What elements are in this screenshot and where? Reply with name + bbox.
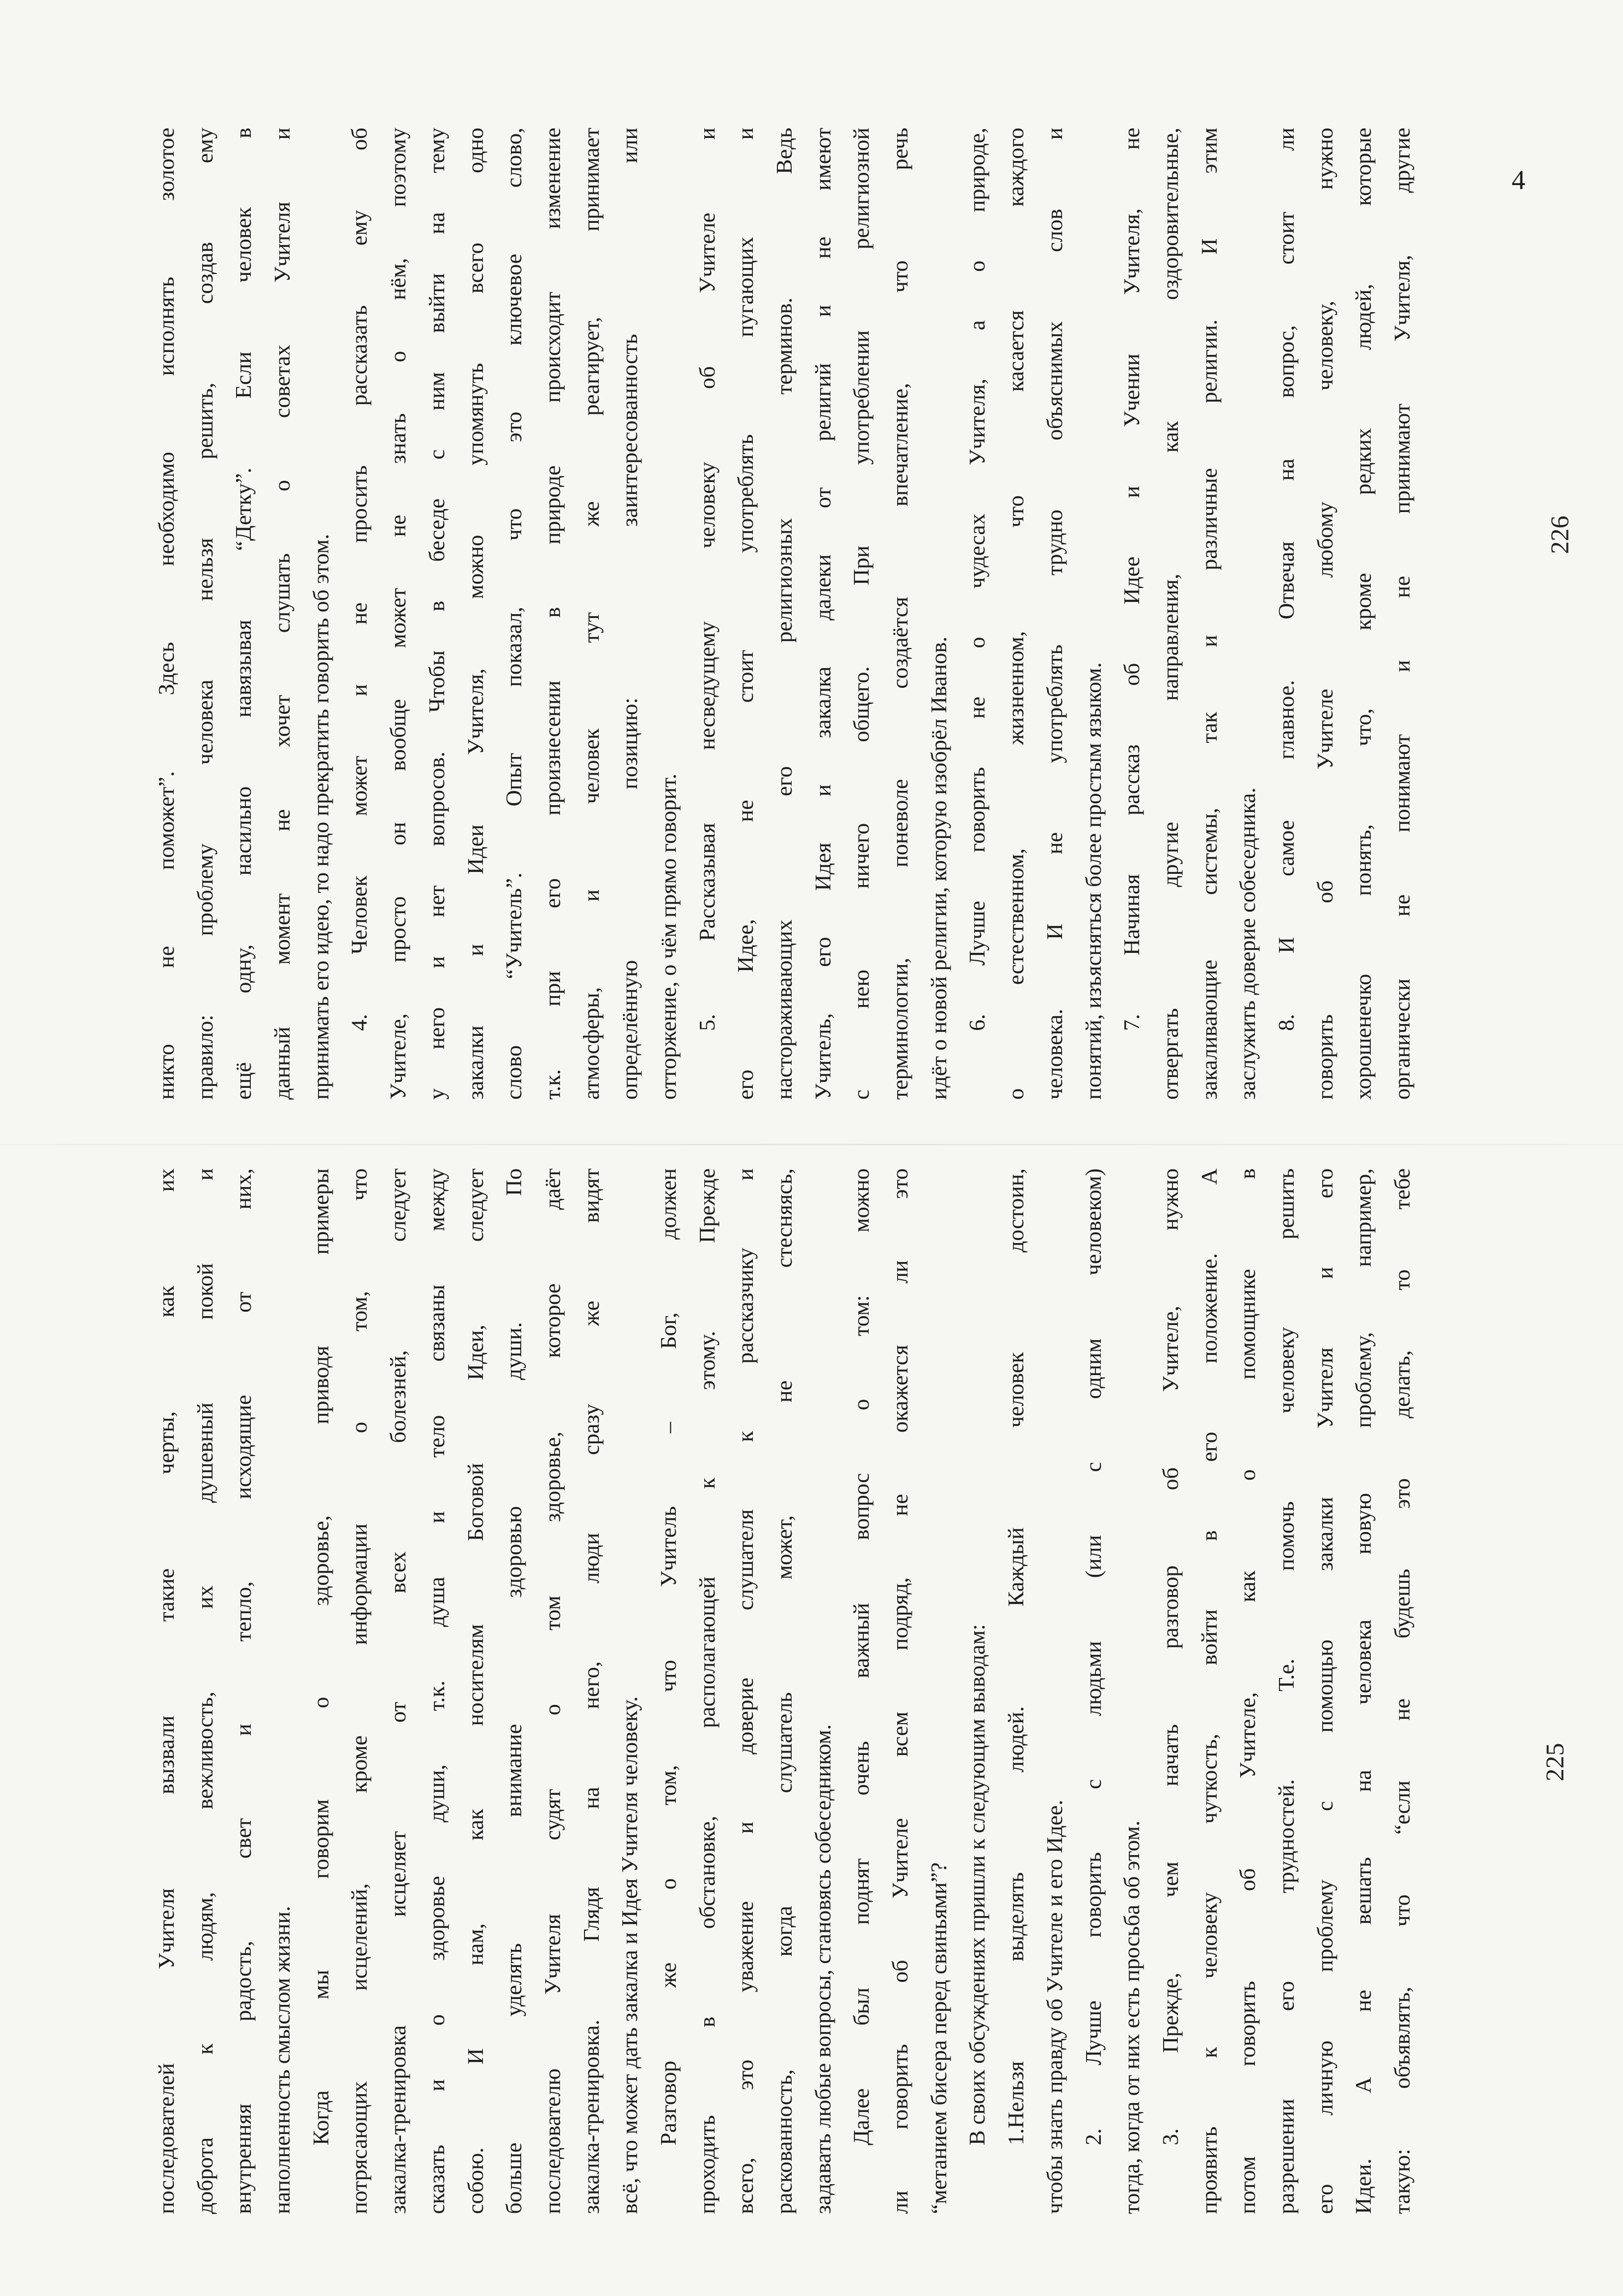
- text-line: его личную проблему с помощью закалки Учителя и его: [1312, 1168, 1337, 2214]
- text-line: ещё одну, насильно навязывая “Детку”. Если человек в: [231, 128, 256, 1100]
- text-line: больше уделять внимание здоровью души. По: [501, 1168, 527, 2214]
- text-line: данный момент не хочет слушать о советах Учителя и: [269, 128, 295, 1100]
- text-line: его Идее, не стоит употреблять пугающих и: [733, 128, 758, 1100]
- sheet-number: 4: [1512, 165, 1525, 195]
- text-line: закалка-тренировка исцеляет от всех болезней, следует: [385, 1168, 411, 2214]
- text-line: принимать его идею, то надо прекратить говорить об этом.: [308, 534, 333, 1100]
- text-line: у него и нет вопросов. Чтобы в беседе с ним выйти на тему: [424, 128, 449, 1100]
- text-line: отторжение, о чём прямо говорит.: [655, 773, 681, 1100]
- text-line: разрешении его трудностей. Т.е. помочь человеку решить: [1273, 1168, 1299, 2214]
- text-line: такую: объявлять, что “если не будешь это делать, то тебе: [1389, 1168, 1414, 2214]
- text-line: чтобы знать правду об Учителе и его Идее.: [1041, 1800, 1067, 2214]
- text-line: Когда мы говорим о здоровье, приводя примеры: [308, 1168, 333, 2145]
- page-fold: [0, 1144, 1623, 1145]
- page-226: [147, 128, 1414, 1100]
- text-line: ли говорить об Учителе всем подряд, не окажется ли это: [887, 1168, 913, 2214]
- text-line: последователю Учителя судят о том здоровье, которое даёт: [539, 1168, 565, 2214]
- text-line: Учителе, просто он вообще может не знать о нём, поэтому: [385, 128, 411, 1100]
- page-225: [147, 1168, 1414, 2214]
- text-line: настораживающих его религиозных терминов. Ведь: [772, 128, 797, 1100]
- text-line: всего, это уважение и доверие слушателя к рассказчику и: [733, 1168, 758, 2214]
- text-line: 8. И самое главное. Отвечая на вопрос, стоит ли: [1273, 128, 1299, 1031]
- text-line: собою. И нам, как носителям Боговой Идеи, следует: [462, 1168, 488, 2214]
- text-line: с нею ничего общего. При употреблении религиозной: [849, 128, 874, 1100]
- text-line: слово “Учитель”. Опыт показал, что это ключевое слово,: [501, 128, 527, 1100]
- text-line: потом говорить об Учителе, как о помощнике в: [1235, 1168, 1260, 2214]
- text-line: наполненность смыслом жизни.: [269, 1906, 295, 2214]
- text-line: задавать любые вопросы, становясь собеседником.: [810, 1724, 835, 2214]
- text-line: 5. Рассказывая несведущему человеку об Учителе и: [694, 128, 719, 1031]
- text-line: потрясающих исцелений, кроме информации о том, что: [346, 1168, 372, 2214]
- text-line: 3. Прежде, чем начать разговор об Учителе, нужно: [1157, 1168, 1183, 2145]
- text-line: проходить в обстановке, располагающей к этому. Прежде: [694, 1168, 719, 2214]
- text-line: сказать и о здоровье души, т.к. душа и тело связаны между: [424, 1168, 449, 2214]
- text-line: раскованность, когда слушатель может, не стесняясь,: [772, 1168, 797, 2214]
- text-line: Разговор же о том, что Учитель – Бог, должен: [655, 1168, 681, 2145]
- text-line: проявить к человеку чуткость, войти в его положение. А: [1196, 1168, 1222, 2214]
- text-line: атмосферы, и человек тут же реагирует, принимает: [578, 128, 604, 1100]
- text-line: В своих обсуждениях пришли к следующим выводам:: [964, 1624, 990, 2145]
- text-line: всё, что может дать закалка и Идея Учителя человеку.: [617, 1696, 642, 2214]
- text-line: правило: проблему человека нельзя решить, создав ему: [192, 128, 217, 1100]
- text-line: Далее был поднят очень важный вопрос о том: можно: [849, 1168, 874, 2145]
- page-number-225: 225: [1541, 1743, 1570, 1782]
- text-line: тогда, когда от них есть просьба об этом.: [1119, 1820, 1144, 2214]
- text-line: “метанием бисера перед свиньями”?: [926, 1862, 951, 2214]
- text-line: органически не понимают и не принимают Учителя, другие: [1389, 128, 1414, 1100]
- page-number-226: 226: [1546, 515, 1574, 554]
- text-line: 4. Человек может и не просить рассказать ему об: [346, 128, 372, 1031]
- text-line: т.к. при его произнесении в природе происходит изменение: [539, 128, 565, 1100]
- text-line: никто не поможет”. Здесь необходимо исполнять золотое: [154, 128, 179, 1100]
- text-line: понятий, изъясняться более простым языком.: [1080, 662, 1106, 1100]
- text-line: закалки и Идеи Учителя, можно упомянуть всего одно: [462, 128, 488, 1100]
- text-line: определённую позицию: заинтересованность или: [617, 128, 642, 1100]
- text-line: 1.Нельзя выделять людей. Каждый человек достоин,: [1003, 1168, 1029, 2145]
- text-line: о естественном, жизненном, что касается каждого: [1003, 128, 1029, 1100]
- text-line: говорить об Учителе любому человеку, нужно: [1312, 128, 1337, 1100]
- text-line: последователей Учителя вызвали такие черты, как их: [154, 1168, 179, 2214]
- text-line: идёт о новой религии, которую изобрёл Иванов.: [926, 636, 951, 1100]
- text-line: внутренняя радость, свет и тепло, исходящие от них,: [231, 1168, 256, 2214]
- text-line: 6. Лучше говорить не о чудесах Учителя, а о природе,: [964, 128, 990, 1031]
- text-line: доброта к людям, вежливость, их душевный покой и: [192, 1168, 217, 2214]
- text-line: закалка-тренировка. Глядя на него, люди сразу же видят: [578, 1168, 604, 2214]
- text-line: человека. И не употреблять трудно объяснимых слов и: [1041, 128, 1067, 1100]
- text-line: 2. Лучше говорить с людьми (или с одним человеком): [1080, 1168, 1106, 2145]
- text-line: терминологии, поневоле создаётся впечатление, что речь: [887, 128, 913, 1100]
- text-line: хорошенечко понять, что, кроме редких людей, которые: [1351, 128, 1376, 1100]
- text-line: Учитель, его Идея и закалка далеки от религий и не имеют: [810, 128, 835, 1100]
- text-line: закаливающие системы, так и различные религии. И этим: [1196, 128, 1222, 1100]
- text-line: 7. Начиная рассказ об Идее и Учении Учителя, не: [1119, 128, 1144, 1031]
- text-line: Идеи. А не вешать на человека новую проблему, например,: [1351, 1168, 1376, 2214]
- text-line: заслужить доверие собеседника.: [1235, 787, 1260, 1100]
- text-line: отвергать другие направления, как оздоровительные,: [1157, 128, 1183, 1100]
